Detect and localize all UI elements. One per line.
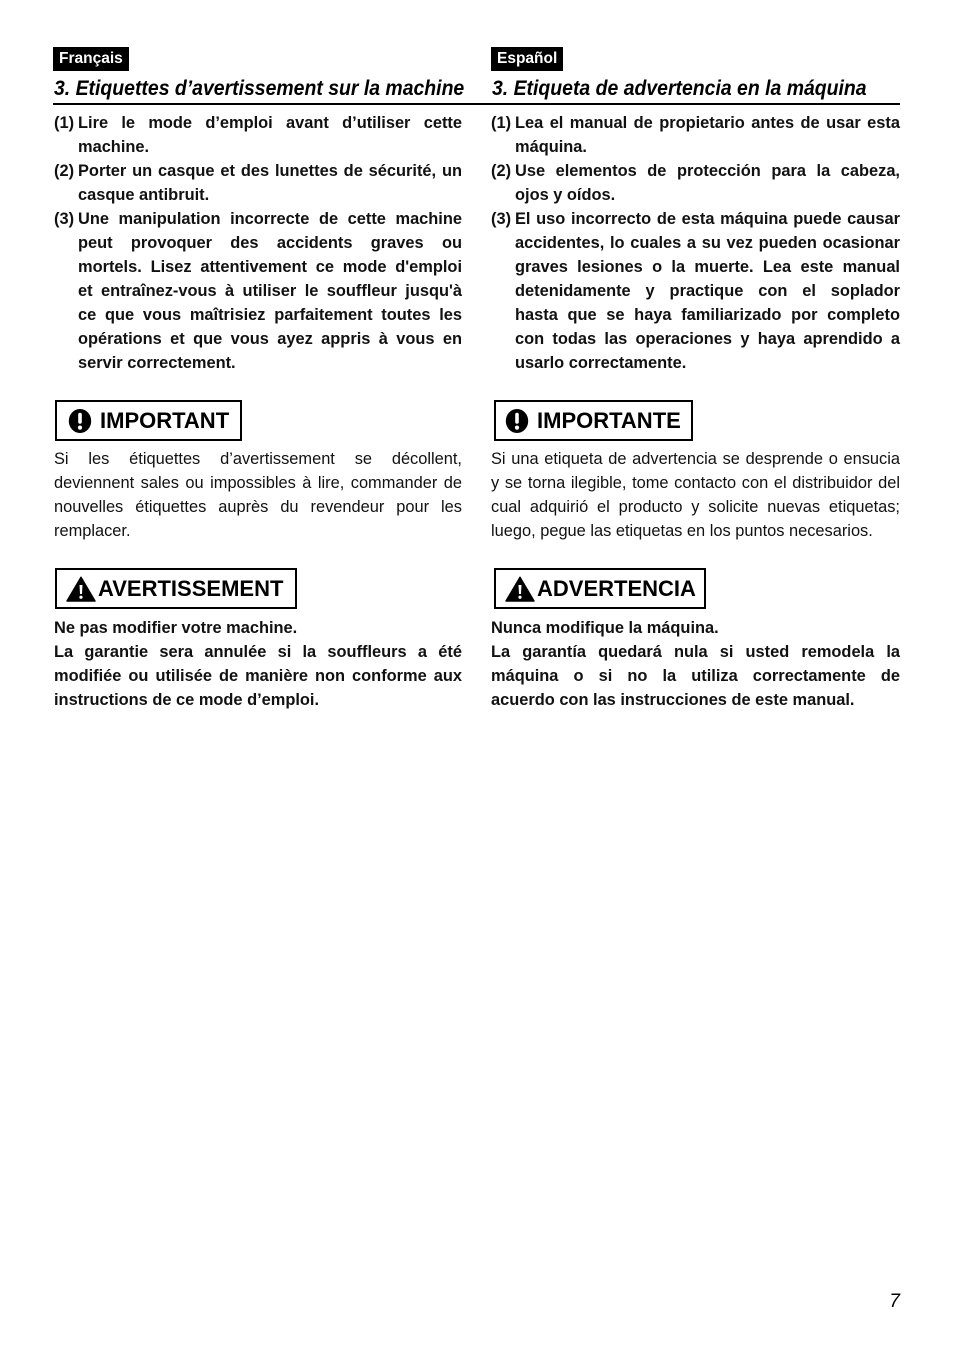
item-text-line: opérations et que vous ayez appris à vous en [78,330,462,348]
language-tag-spanish: Español [491,47,563,71]
instruction-list-spanish [491,111,900,375]
item-text-line: casque antibruit. [78,186,210,204]
paragraph-line: modifiée ou utilisée de manière non conforme aux [54,667,462,685]
language-tag-french: Français [53,47,129,71]
item-text-line: et entraînez-vous à utiliser le souffleur jusqu'à [78,282,462,300]
item-number: (3) [54,210,75,228]
section-heading-spanish: 3. Etiqueta de advertencia en la máquina [492,77,867,100]
paragraph-line: remplacer. [54,522,131,540]
warning-text [54,616,462,712]
list-item [491,111,900,159]
item-text-line: máquina. [515,138,587,156]
warning-triangle-icon [66,576,96,602]
paragraph-line: Si les étiquettes d’avertissement se décollent, [54,450,462,468]
item-text-line: hasta que se haya familiarizado por completo [515,306,900,324]
list-item [491,207,900,375]
paragraph-line: La garantía quedará nula si usted remodela la [491,643,900,661]
item-text-line: graves lesiones o la muerte. Lea este manual [515,258,900,276]
important-notice-box [494,400,693,441]
item-number: (1) [54,114,75,132]
paragraph-line: luego, pegue las etiquetas en los puntos necesarios. [491,522,873,540]
important-label: IMPORTANTE [537,407,681,433]
list-item [54,207,462,375]
item-text-line: Une manipulation incorrecte de cette machine [78,210,462,228]
column-spanish [491,0,900,1348]
item-text-line: Use elementos de protección para la cabeza, [515,162,900,180]
warning-label: ADVERTENCIA [537,575,696,601]
important-notice-box [55,400,242,441]
warning-text [491,616,900,712]
item-number: (2) [491,162,512,180]
item-number: (2) [54,162,75,180]
item-text-line: peut provoquer des accidents graves ou [78,234,462,252]
paragraph-line: deviennent sales ou impossibles à lire, commander de [54,474,462,492]
paragraph-line: Ne pas modifier votre machine. [54,619,298,637]
warning-notice-box [494,568,706,609]
item-text-line: Lea el manual de propietario antes de usar esta [515,114,900,132]
item-text-line: ce que vous maîtrisiez parfaitement toutes les [78,306,462,324]
item-text-line: ojos y oídos. [515,186,616,204]
paragraph-line: Si una etiqueta de advertencia se desprende o ensucia [491,450,900,468]
item-text-line: con todas las operaciones y haya aprendido a [515,330,900,348]
important-text [54,447,462,543]
paragraph-line: acuerdo con las instrucciones de este manual. [491,691,855,709]
item-text-line: mortels. Lisez attentivement ce mode d'emploi [78,258,462,276]
item-text-line: detenidamente y practique con el soplador [515,282,900,300]
paragraph-line: nouvelles étiquettes auprès du revendeur pour les [54,498,462,516]
item-text-line: servir correctement. [78,354,236,372]
item-text-line: machine. [78,138,150,156]
paragraph-line: cual adquirió el producto y solicite nuevas etiquetas; [491,498,900,516]
list-item [54,159,462,207]
exclamation-circle-icon [68,409,92,433]
paragraph-line: Nunca modifique la máquina. [491,619,719,637]
item-text-line: accidentes, lo cuales a su vez pueden ocasionar [515,234,900,252]
exclamation-circle-icon [505,409,529,433]
item-text-line: usarlo correctamente. [515,354,687,372]
item-text-line: Porter un casque et des lunettes de sécurité, un [78,162,462,180]
instruction-list-french [54,111,462,375]
list-item [491,159,900,207]
warning-label: AVERTISSEMENT [98,575,284,601]
warning-notice-box [55,568,297,609]
paragraph-line: La garantie sera annulée si la souffleurs a été [54,643,462,661]
warning-triangle-icon [505,576,535,602]
item-text-line: Lire le mode d’emploi avant d’utiliser cette [78,114,462,132]
paragraph-line: instructions de ce mode d’emploi. [54,691,320,709]
item-text-line: El uso incorrecto de esta máquina puede causar [515,210,900,228]
column-french [54,0,465,1348]
page-number: 7 [889,1291,900,1312]
list-item [54,111,462,159]
important-label: IMPORTANT [100,407,230,433]
important-text [491,447,900,543]
paragraph-line: máquina o si no la utiliza correctamente de [491,667,900,685]
section-heading-french: 3. Etiquettes d’avertissement sur la machine [54,77,465,100]
paragraph-line: y se torna ilegible, tome contacto con el distribuidor del [491,474,900,492]
item-number: (1) [491,114,512,132]
item-number: (3) [491,210,512,228]
